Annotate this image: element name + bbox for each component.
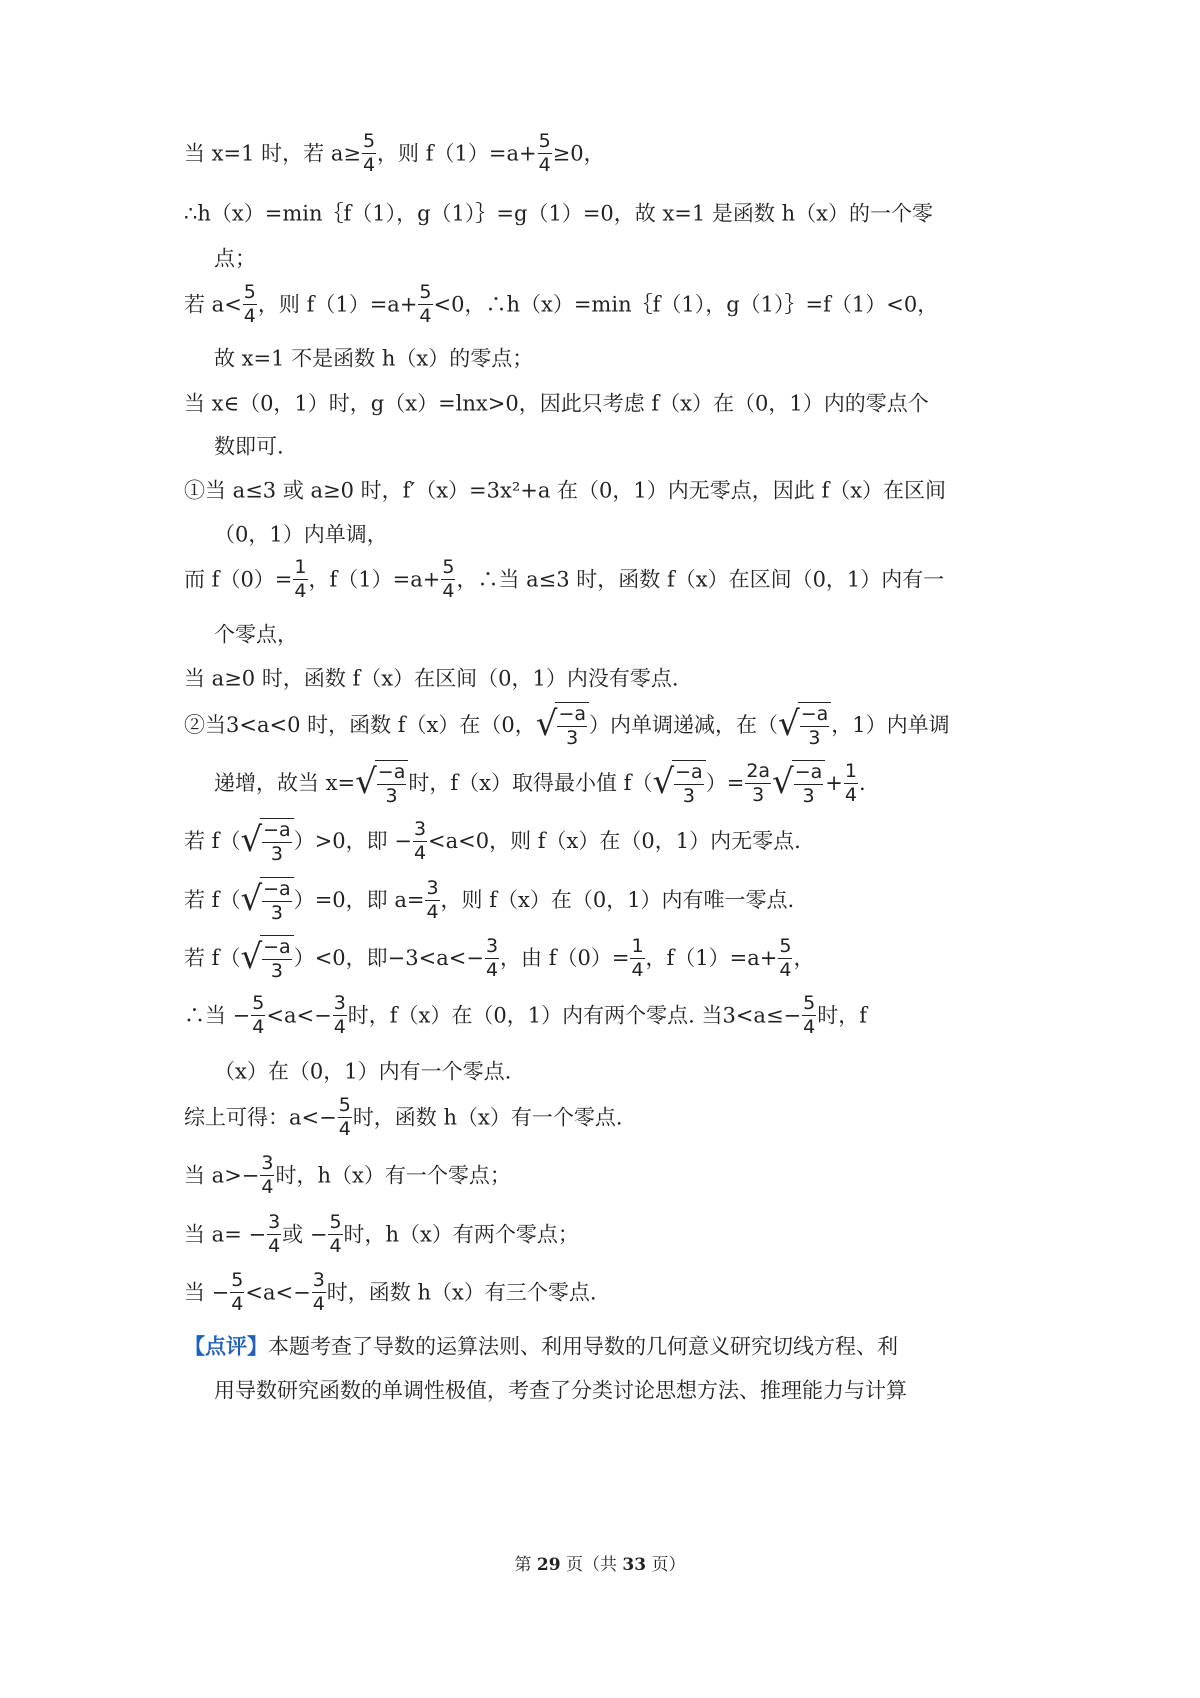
- fraction-denominator: 4: [362, 154, 376, 176]
- text-segment: 个零点，: [214, 622, 298, 647]
- text-segment: +: [825, 771, 843, 795]
- fraction-denominator: 4: [419, 305, 432, 327]
- fraction-numerator: 3: [426, 876, 439, 899]
- fraction-numerator: 3: [333, 992, 346, 1014]
- radicand: [375, 760, 409, 806]
- fraction: [441, 558, 455, 601]
- fraction-denominator: 4: [844, 783, 857, 806]
- fraction-numerator: 1: [294, 556, 307, 578]
- fraction-denominator: 4: [413, 841, 427, 864]
- radical-sign: √: [652, 762, 675, 802]
- text-segment: 综上可得：a<−: [184, 1105, 337, 1130]
- radical-sign: √: [778, 704, 800, 744]
- radicand: [260, 877, 294, 923]
- fraction-numerator: 5: [803, 992, 816, 1014]
- text-segment: ，∴当 a≤3 时，函数 f（x）在区间（0，1）内有一: [456, 567, 945, 592]
- fraction-numerator: 3: [413, 817, 427, 840]
- radicand: [672, 760, 706, 806]
- radical-sign: √: [355, 762, 377, 802]
- fraction-denominator: 4: [538, 154, 551, 176]
- text-segment: 若 f（: [184, 888, 241, 912]
- text-line: [184, 817, 1034, 865]
- text-segment: 本题考查了导数的运算法则、利用导数的几何意义研究切线方程、利: [268, 1334, 898, 1359]
- text-line: [184, 1211, 1034, 1257]
- fraction-denominator: 4: [779, 958, 792, 981]
- text-segment: ∴当 −: [184, 1003, 251, 1028]
- fraction-denominator: 4: [485, 958, 499, 981]
- fraction-numerator: −a: [675, 761, 703, 783]
- fraction-numerator: 3: [312, 1269, 325, 1291]
- text-segment: ，f（1）=a+: [645, 946, 778, 970]
- text-line: [214, 337, 1064, 377]
- fraction: [333, 994, 347, 1037]
- footer-total-pages: 33: [622, 1555, 647, 1575]
- square-root: [355, 760, 408, 806]
- radicand: [798, 702, 832, 748]
- fraction: [243, 283, 257, 326]
- fraction-denominator: 4: [426, 900, 439, 923]
- fraction: [538, 132, 552, 175]
- fraction-denominator: 4: [261, 1176, 274, 1198]
- fraction-denominator: 3: [385, 785, 398, 807]
- text-segment: （x）在（0，1）内有一个零点.: [214, 1059, 512, 1084]
- fraction-numerator: −a: [263, 878, 291, 900]
- fraction-denominator: 3: [270, 960, 283, 982]
- fraction-denominator: 4: [338, 1118, 351, 1140]
- fraction-denominator: 4: [329, 1235, 342, 1257]
- fraction-denominator: 3: [752, 783, 765, 806]
- fraction: [312, 1271, 326, 1314]
- radicand: [555, 702, 589, 748]
- fraction-numerator: −a: [794, 761, 823, 783]
- radicand: [792, 760, 826, 806]
- text-line: [184, 876, 1034, 924]
- text-line: [184, 192, 1034, 232]
- fraction: [745, 759, 771, 806]
- square-root: [240, 877, 293, 923]
- radicand: [260, 818, 294, 864]
- text-segment: ）内单调递减，在（: [589, 713, 779, 737]
- fraction-denominator: 4: [294, 580, 307, 602]
- text-segment: ，则 f（x）在（0，1）内有唯一零点.: [440, 888, 795, 912]
- fraction-denominator: 4: [252, 1016, 265, 1038]
- fraction-denominator: 4: [268, 1235, 281, 1257]
- fraction-denominator: 3: [808, 727, 821, 749]
- fraction: [362, 132, 376, 175]
- text-segment: 当 a>−: [184, 1163, 260, 1188]
- fraction: [293, 558, 307, 601]
- text-segment: 时，f（x）在（0，1）内有两个零点. 当3<a≤−: [347, 1003, 802, 1028]
- radical-sign: √: [535, 704, 558, 744]
- fraction-numerator: 5: [243, 281, 256, 303]
- text-segment: ，f（1）=a+: [308, 567, 441, 592]
- text-segment: ）=: [705, 771, 745, 795]
- fraction: [418, 283, 432, 326]
- text-segment: 当 x∈（0，1）时，g（x）=lnx>0，因此只考虑 f（x）在（0，1）内的零点个: [184, 391, 929, 416]
- text-segment: ）>0，即 −: [293, 829, 412, 853]
- fraction-numerator: −a: [263, 936, 291, 958]
- fraction: [338, 1096, 352, 1139]
- text-line: [214, 759, 1064, 807]
- text-line: [184, 469, 1034, 509]
- text-segment: <a<0，则 f（x）在（0，1）内无零点.: [428, 829, 801, 853]
- fraction-denominator: 4: [231, 1293, 244, 1315]
- text-segment: 数即可.: [214, 434, 284, 459]
- fraction-numerator: −a: [800, 703, 829, 725]
- fraction-numerator: 3: [261, 1152, 274, 1174]
- radical-sign: √: [240, 879, 263, 919]
- fraction: [778, 934, 792, 981]
- text-line: [214, 513, 1064, 553]
- fraction: [630, 934, 644, 981]
- text-segment: （0，1）内单调，: [214, 522, 388, 547]
- text-segment: ∴h（x）=min｛f（1），g（1）｝=g（1）=0，故 x=1 是函数 h（x）的一个零: [184, 201, 933, 226]
- fraction-numerator: 5: [231, 1269, 244, 1291]
- comment-tag: 【点评】: [184, 1333, 268, 1359]
- fraction-numerator: 5: [442, 556, 455, 578]
- fraction-numerator: −a: [377, 761, 406, 783]
- fraction: [800, 705, 830, 748]
- text-line: [214, 1369, 1064, 1409]
- text-segment: ，由 f（0）=: [500, 946, 630, 970]
- fraction-numerator: 3: [485, 934, 499, 957]
- square-root: [772, 760, 825, 806]
- fraction: [230, 1271, 244, 1314]
- text-segment: ）=0，即 a=: [293, 888, 425, 912]
- text-segment: ）<0，即−3<a<−: [293, 946, 484, 970]
- fraction: [674, 763, 704, 806]
- text-line: [214, 425, 1064, 465]
- fraction: [485, 934, 499, 981]
- fraction: [262, 880, 292, 923]
- text-segment: ，则 f（1）=a+: [257, 292, 418, 317]
- page-footer: [0, 1553, 1200, 1577]
- fraction-numerator: 3: [268, 1211, 281, 1233]
- text-line: [184, 1152, 1034, 1198]
- text-segment: 若 f（: [184, 946, 241, 970]
- fraction-denominator: 3: [270, 843, 283, 865]
- text-segment: ，1）内单调: [831, 713, 950, 737]
- fraction: [425, 876, 439, 923]
- text-segment: 当 −: [184, 1280, 230, 1305]
- text-line: [214, 237, 1064, 277]
- fraction-numerator: 5: [252, 992, 265, 1014]
- square-root: [240, 818, 293, 864]
- text-segment: ≥0，: [552, 141, 605, 166]
- text-line: [184, 1094, 1034, 1140]
- fraction-numerator: 5: [338, 1094, 351, 1116]
- text-line: [184, 382, 1034, 422]
- text-segment: 递增，故当 x=: [214, 771, 356, 795]
- text-segment: ，则 f（1）=a+: [377, 141, 537, 166]
- radicand: [260, 935, 294, 981]
- text-segment: 用导数研究函数的单调性极值，考查了分类讨论思想方法、推理能力与计算: [214, 1378, 907, 1403]
- fraction-denominator: 4: [631, 958, 644, 981]
- text-segment: ②当3<a<0 时，函数 f（x）在（0，: [184, 713, 536, 737]
- text-line: [184, 130, 1034, 176]
- fraction-numerator: 5: [779, 934, 792, 957]
- fraction-denominator: 3: [270, 902, 283, 924]
- text-segment: 时，h（x）有两个零点；: [343, 1222, 579, 1247]
- fraction-numerator: 1: [844, 759, 857, 782]
- text-line: [214, 1050, 1064, 1090]
- fraction: [262, 821, 292, 864]
- fraction-numerator: 5: [362, 130, 376, 152]
- square-root: [778, 702, 831, 748]
- text-segment: 当 a= −: [184, 1222, 267, 1247]
- fraction: [251, 994, 265, 1037]
- square-root: [536, 702, 589, 748]
- text-line: [184, 1269, 1034, 1315]
- text-line: [184, 702, 1034, 749]
- text-segment: ①当 a≤3 或 a≥0 时，f′（x）=3x²+a 在（0，1）内无零点，因此 f（x）在区间: [184, 478, 947, 503]
- radical-sign: √: [240, 937, 263, 977]
- fraction: [844, 759, 858, 806]
- text-segment: 时，f（x）取得最小值 f（: [408, 771, 653, 795]
- text-line: [214, 613, 1064, 653]
- text-segment: 若 a<: [184, 292, 242, 317]
- fraction: [413, 817, 427, 864]
- text-segment: 当 x=1 时，若 a≥: [184, 141, 361, 166]
- text-segment: 点；: [214, 246, 256, 271]
- fraction-denominator: 4: [312, 1293, 325, 1315]
- fraction-denominator: 4: [333, 1016, 346, 1038]
- text-line: [184, 657, 1034, 697]
- text-line: [184, 992, 1034, 1038]
- fraction-numerator: 5: [329, 1211, 342, 1233]
- fraction-numerator: −a: [263, 819, 291, 841]
- fraction-denominator: 3: [802, 785, 815, 807]
- fraction-denominator: 3: [566, 727, 579, 749]
- text-line: [184, 556, 1034, 602]
- fraction-numerator: 2a: [746, 759, 771, 782]
- fraction-denominator: 4: [243, 305, 256, 327]
- fraction: [557, 705, 587, 748]
- fraction-numerator: 5: [538, 130, 551, 152]
- fraction: [267, 1213, 281, 1256]
- footer-middle: 页（共: [560, 1555, 623, 1575]
- square-root: [240, 935, 293, 981]
- text-segment: ，: [793, 946, 815, 970]
- text-line: [184, 1325, 1034, 1365]
- square-root: [652, 760, 705, 806]
- fraction: [802, 994, 816, 1037]
- fraction: [260, 1154, 274, 1197]
- text-segment: <a<−: [266, 1003, 332, 1028]
- fraction-numerator: 1: [631, 934, 644, 957]
- fraction-numerator: −a: [558, 703, 587, 725]
- fraction-denominator: 3: [682, 785, 695, 807]
- text-segment: 若 f（: [184, 829, 241, 853]
- fraction: [377, 763, 407, 806]
- text-segment: 时，f: [817, 1003, 868, 1028]
- fraction-denominator: 4: [803, 1016, 816, 1038]
- footer-suffix: 页）: [646, 1555, 686, 1575]
- fraction-denominator: 4: [442, 580, 455, 602]
- footer-page-number: 29: [536, 1555, 561, 1575]
- fraction: [794, 763, 824, 806]
- radical-sign: √: [240, 820, 263, 860]
- text-segment: 而 f（0）=: [184, 567, 293, 592]
- text-segment: <a<−: [245, 1280, 311, 1305]
- fraction: [262, 938, 292, 981]
- fraction: [328, 1213, 342, 1256]
- text-segment: 故 x=1 不是函数 h（x）的零点；: [214, 346, 534, 371]
- fraction-numerator: 5: [419, 281, 432, 303]
- radical-sign: √: [772, 762, 794, 802]
- text-segment: 时，h（x）有一个零点；: [275, 1163, 511, 1188]
- text-line: [184, 281, 1034, 327]
- text-segment: <0，∴h（x）=min｛f（1），g（1）｝=f（1）<0，: [433, 292, 939, 317]
- footer-prefix: 第: [514, 1555, 537, 1575]
- text-segment: .: [859, 771, 866, 795]
- text-segment: 时，函数 h（x）有一个零点.: [352, 1105, 623, 1130]
- text-segment: 当 a≥0 时，函数 f（x）在区间（0，1）内没有零点.: [184, 666, 679, 691]
- text-line: [184, 934, 1034, 982]
- text-segment: 或 −: [282, 1222, 328, 1247]
- text-segment: 时，函数 h（x）有三个零点.: [326, 1280, 597, 1305]
